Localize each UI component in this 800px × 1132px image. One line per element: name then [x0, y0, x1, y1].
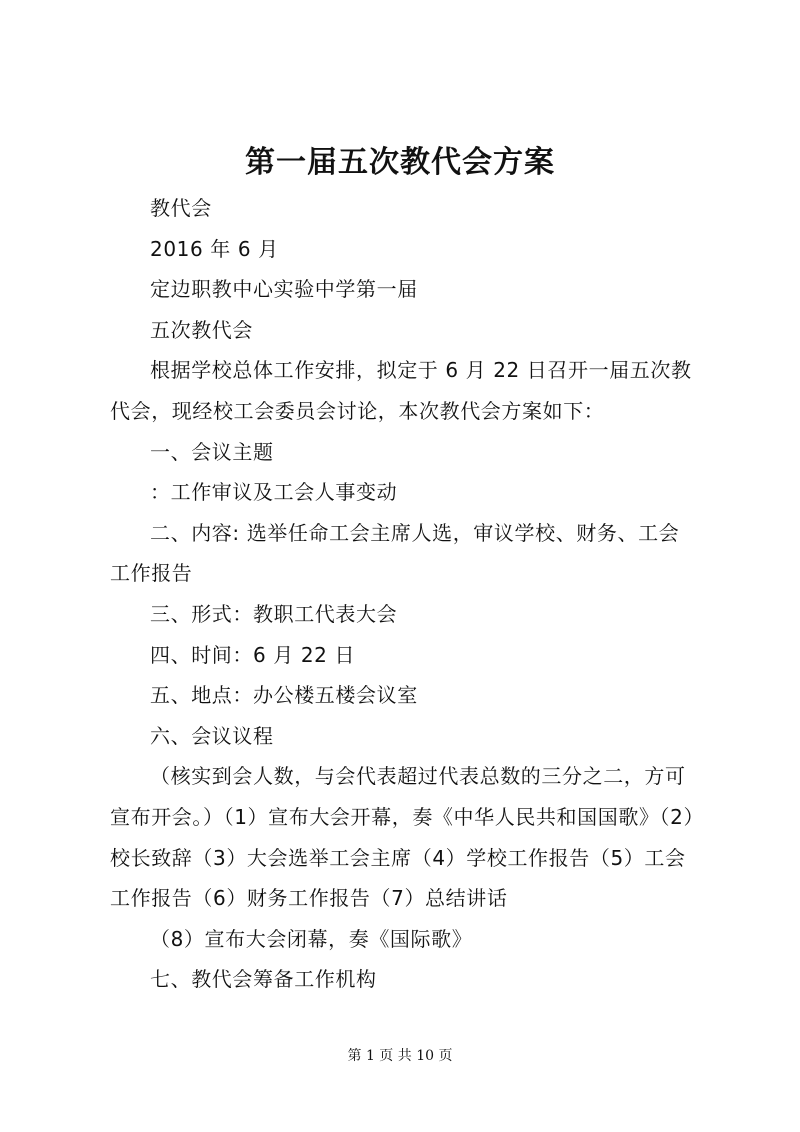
agenda-line: （核实到会人数，与会代表超过代表总数的三分之二，方可 [150, 764, 686, 789]
paragraph-date: 2016 年 6 月 [150, 236, 279, 261]
section-theme-text: ：工作审议及工会人事变动 [150, 480, 398, 505]
section-agenda-heading: 六、会议议程 [150, 723, 274, 748]
paragraph-session: 五次教代会 [150, 317, 253, 342]
section-theme-heading: 一、会议主题 [150, 439, 274, 464]
intro-line: 代会，现经校工会委员会讨论，本次教代会方案如下： [110, 398, 605, 423]
section-content [110, 513, 702, 594]
section-form: 三、形式：教职工代表大会 [150, 601, 398, 626]
section-place: 五、地点：办公楼五楼会议室 [150, 683, 418, 708]
section-committee-heading: 七、教代会筹备工作机构 [150, 967, 377, 992]
content-line: 二、内容: 选举任命工会主席人选，审议学校、财务、工会 [150, 520, 680, 545]
content-line: 工作报告 [110, 561, 193, 586]
paragraph-intro [110, 350, 702, 431]
paragraph-school: 定边职教中心实验中学第一届 [150, 277, 418, 302]
intro-line: 根据学校总体工作安排，拟定于 6 月 22 日召开一届五次教 [150, 358, 692, 383]
agenda-line: 校长致辞（3）大会选举工会主席（4）学校工作报告（5）工会 [110, 845, 686, 870]
section-agenda-close: （8）宣布大会闭幕，奏《国际歌》 [150, 926, 473, 951]
agenda-line: 工作报告（6）财务工作报告（7）总结讲话 [110, 886, 508, 911]
section-agenda [110, 756, 705, 918]
page-number: 第 1 页 共 10 页 [347, 1048, 453, 1064]
paragraph-organizer: 教代会 [150, 196, 212, 220]
document-title: 第一届五次教代会方案 [245, 145, 555, 180]
agenda-line: 宣布开会。）（1）宣布大会开幕，奏《中华人民共和国国歌》（2） [110, 804, 705, 829]
document-body [110, 188, 705, 1000]
section-time: 四、时间：6 月 22 日 [150, 642, 356, 667]
